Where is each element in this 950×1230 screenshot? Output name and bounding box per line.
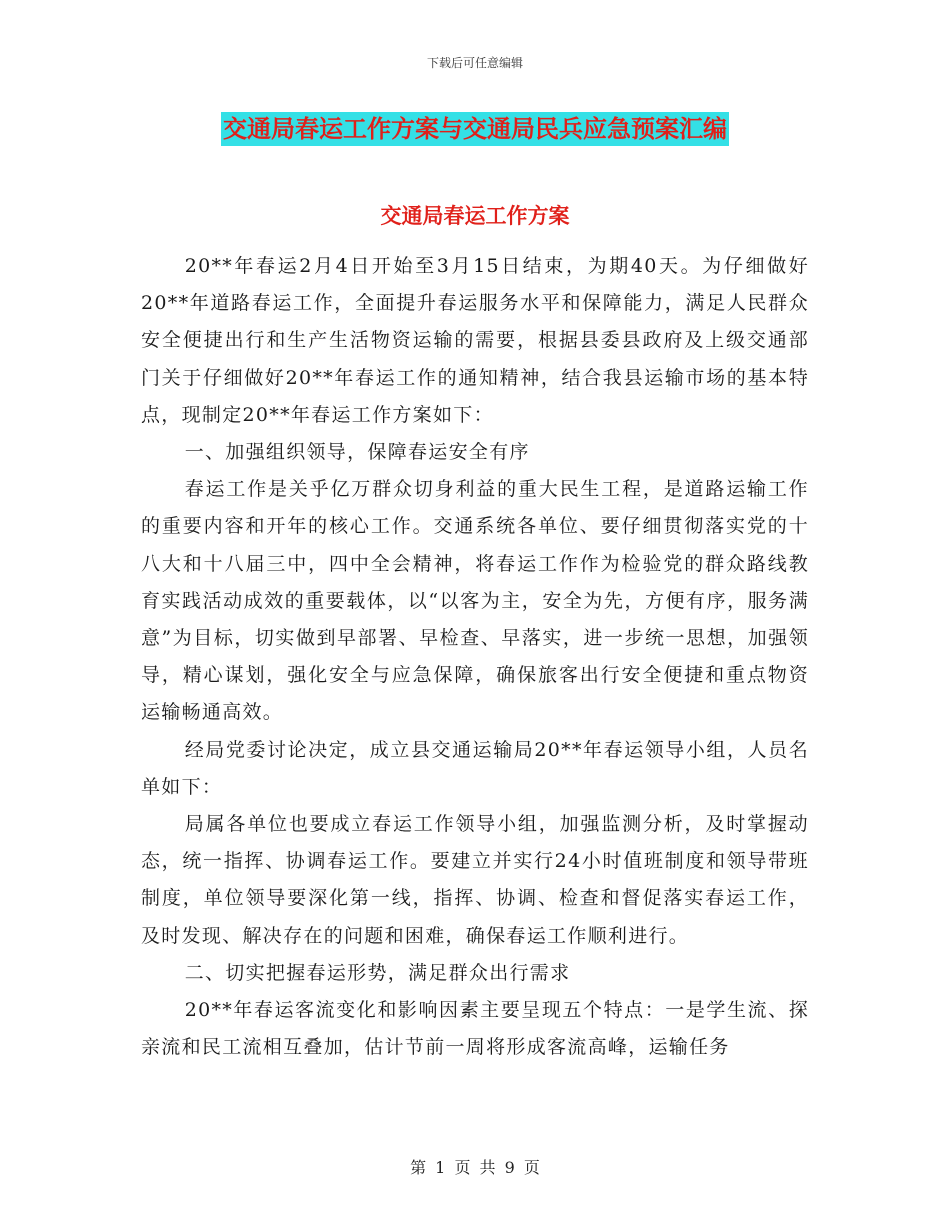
paragraph-intro: 20**年春运2月4日开始至3月15日结束，为期40天。为仔细做好20**年道路春运工作，全面提升春运服务水平和保障能力，满足人民群众安全便捷出行和生产生活物资运输的需要，根据县委县政府及上级交通部门关于仔细做好20**年春运工作的通知精神，结合我县运输市场的基本特点，现制定20**年春运工作方案如下：	[141, 255, 809, 426]
paragraph-passenger-flow: 20**年春运客流变化和影响因素主要呈现五个特点：一是学生流、探亲流和民工流相互叠加，估计节前一周将形成客流高峰，运输任务	[141, 999, 809, 1059]
section-title: 交通局春运工作方案	[380, 203, 570, 228]
paragraph-units: 局属各单位也要成立春运工作领导小组，加强监测分析，及时掌握动态，统一指挥、协调春运工作。要建立并实行24小时值班制度和领导带班制度，单位领导要深化第一线，指挥、协调、检查和督促落实春运工作，及时发现、解决存在的问题和困难，确保春运工作顺利进行。	[141, 813, 809, 947]
heading-one: 一、加强组织领导，保障春运安全有序	[184, 441, 530, 464]
page-number: 第 1 页 共 9 页	[410, 1158, 540, 1177]
heading-two: 二、切实把握春运形势，满足群众出行需求	[184, 961, 571, 984]
paragraph-leading-group: 经局党委讨论决定，成立县交通运输局20**年春运领导小组，人员名单如下：	[141, 738, 809, 798]
document-main-title: 交通局春运工作方案与交通局民兵应急预案汇编	[221, 112, 729, 146]
document-body	[141, 248, 809, 1066]
paragraph-organization: 春运工作是关乎亿万群众切身利益的重大民生工程，是道路运输工作的重要内容和开年的核心工作。交通系统各单位、要仔细贯彻落实党的十八大和十八届三中，四中全会精神，将春运工作作为检验党的群众路线教育实践活动成效的重要载体，以“以客为主，安全为先，方便有序，服务满意”为目标，切实做到早部署、早检查、早落实，进一步统一思想，加强领导，精心谋划，强化安全与应急保障，确保旅客出行安全便捷和重点物资运输畅通高效。	[141, 478, 809, 724]
header-note: 下载后可任意编辑	[426, 56, 523, 70]
